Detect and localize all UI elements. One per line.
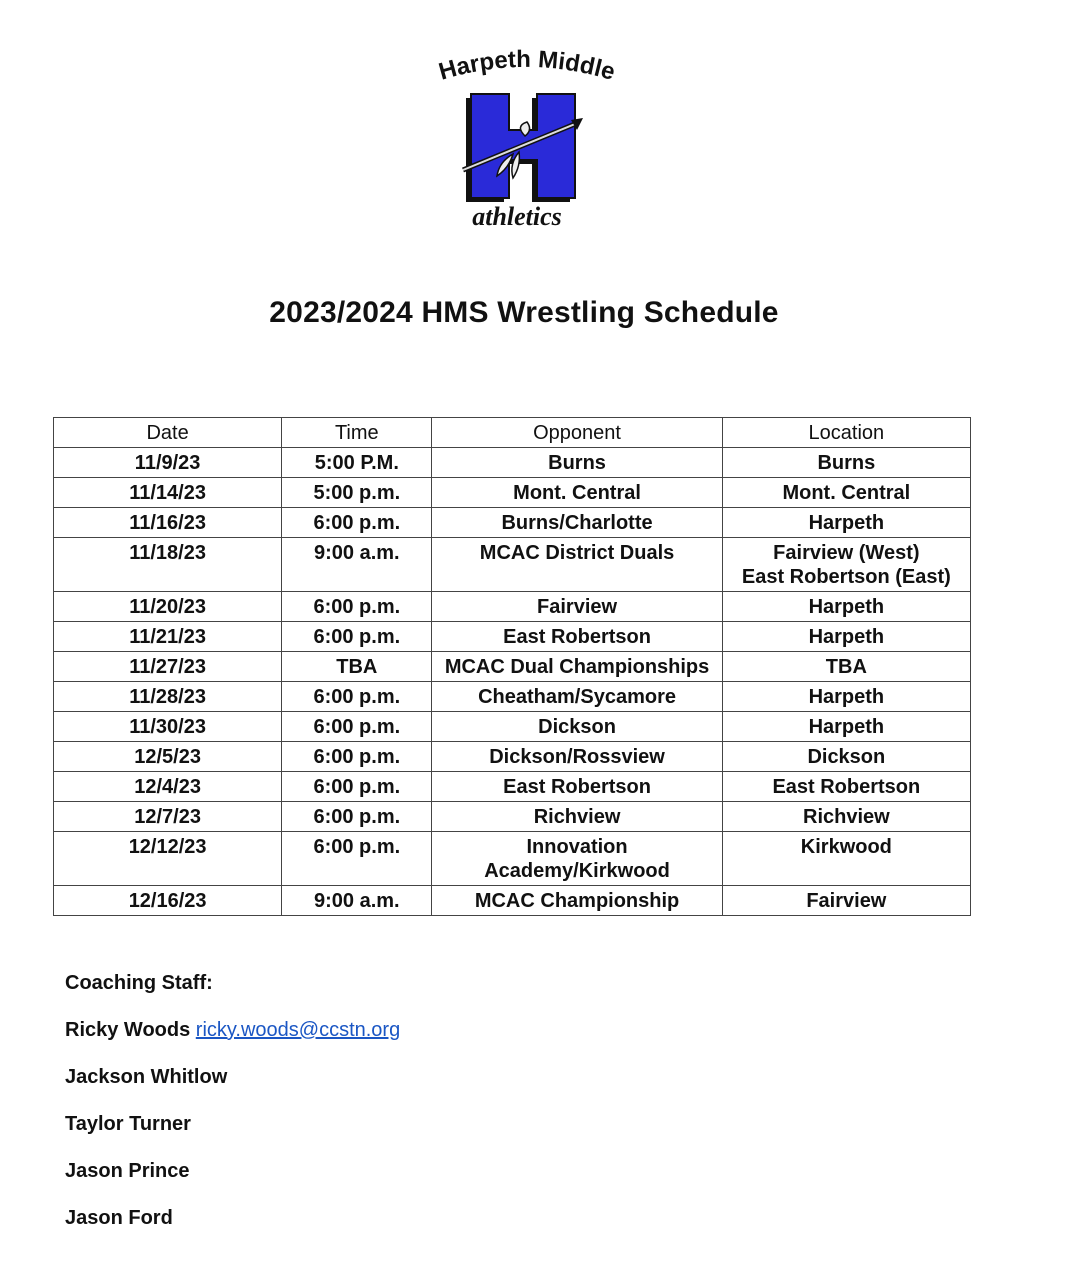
- date-cell: 12/4/23: [54, 772, 282, 802]
- date-cell: 11/28/23: [54, 682, 282, 712]
- table-row: [54, 802, 971, 832]
- location-cell: [722, 682, 970, 712]
- opponent-cell-line: Dickson: [538, 716, 616, 738]
- opponent-cell-line: East Robertson: [503, 626, 651, 648]
- head-coach-line: [65, 1015, 400, 1062]
- opponent-cell-line: Burns: [548, 452, 606, 474]
- location-cell-line: East Robertson (East): [741, 566, 951, 588]
- time-cell: 6:00 p.m.: [282, 802, 432, 832]
- table-row: [54, 622, 971, 652]
- table-row: [54, 508, 971, 538]
- table-row: [54, 742, 971, 772]
- date-cell: 11/21/23: [54, 622, 282, 652]
- opponent-cell-line: Mont. Central: [513, 482, 641, 504]
- column-header-date: Date: [54, 418, 282, 448]
- opponent-cell: [432, 886, 722, 916]
- location-cell: [722, 538, 970, 592]
- opponent-cell: [432, 448, 722, 478]
- location-cell-line: Dickson: [807, 746, 886, 768]
- location-cell: [722, 478, 970, 508]
- time-cell: 6:00 p.m.: [282, 508, 432, 538]
- opponent-cell-line: Innovation: [526, 836, 628, 858]
- opponent-cell: [432, 478, 722, 508]
- time-cell: 6:00 p.m.: [282, 622, 432, 652]
- opponent-cell-line: Dickson/Rossview: [489, 746, 665, 768]
- table-row: [54, 712, 971, 742]
- location-cell: [722, 448, 970, 478]
- location-cell: [722, 742, 970, 772]
- time-cell: 5:00 p.m.: [282, 478, 432, 508]
- date-cell: 12/5/23: [54, 742, 282, 772]
- assistant-coach: Jason Prince: [65, 1160, 190, 1182]
- location-cell: [722, 508, 970, 538]
- time-cell: 6:00 p.m.: [282, 832, 432, 886]
- date-cell: 11/30/23: [54, 712, 282, 742]
- time-cell: 6:00 p.m.: [282, 712, 432, 742]
- location-cell: [722, 832, 970, 886]
- table-row: [54, 538, 971, 592]
- schedule-table-body: [54, 448, 971, 916]
- svg-text:Harpeth Middle: [436, 46, 618, 86]
- time-cell: 6:00 p.m.: [282, 742, 432, 772]
- opponent-cell: [432, 622, 722, 652]
- opponent-cell-line: MCAC Championship: [474, 890, 680, 912]
- opponent-cell: [432, 652, 722, 682]
- time-cell: 6:00 p.m.: [282, 682, 432, 712]
- assistant-coach: Jackson Whitlow: [65, 1066, 228, 1088]
- location-cell: [722, 886, 970, 916]
- table-row: [54, 448, 971, 478]
- location-cell: [722, 802, 970, 832]
- table-row: [54, 772, 971, 802]
- opponent-cell-line: Burns/Charlotte: [501, 512, 653, 534]
- opponent-cell-line: Fairview: [537, 596, 618, 618]
- date-cell: 11/18/23: [54, 538, 282, 592]
- location-cell-line: Kirkwood: [800, 836, 892, 858]
- time-cell: TBA: [282, 652, 432, 682]
- logo-graphic: [405, 40, 645, 240]
- location-cell-line: East Robertson: [772, 776, 921, 798]
- opponent-cell: [432, 592, 722, 622]
- location-cell-line: Richview: [803, 806, 890, 828]
- location-cell: [722, 772, 970, 802]
- harpeth-middle-logo: [405, 40, 645, 240]
- column-header-opponent: Opponent: [432, 418, 722, 448]
- table-row: [54, 652, 971, 682]
- opponent-cell: [432, 802, 722, 832]
- coaching-staff: [65, 968, 400, 1250]
- opponent-cell-line: Cheatham/Sycamore: [478, 686, 676, 708]
- date-cell: 11/20/23: [54, 592, 282, 622]
- time-cell: 9:00 a.m.: [282, 886, 432, 916]
- coaching-staff-heading: Coaching Staff:: [65, 972, 213, 994]
- opponent-cell: [432, 508, 722, 538]
- column-header-time: Time: [282, 418, 432, 448]
- opponent-cell-line: Academy/Kirkwood: [484, 860, 670, 882]
- location-cell-line: Harpeth: [808, 512, 885, 534]
- table-row: [54, 886, 971, 916]
- page-title: 2023/2024 HMS Wrestling Schedule: [269, 296, 779, 329]
- date-cell: 12/16/23: [54, 886, 282, 916]
- location-cell-line: Mont. Central: [782, 482, 911, 504]
- opponent-cell-line: Richview: [533, 806, 621, 828]
- opponent-cell: [432, 832, 722, 886]
- opponent-cell-line: MCAC District Duals: [479, 542, 675, 564]
- opponent-cell-line: MCAC Dual Championships: [444, 656, 710, 678]
- table-row: [54, 478, 971, 508]
- date-cell: 12/12/23: [54, 832, 282, 886]
- location-cell-line: TBA: [825, 656, 867, 678]
- head-coach-email-link[interactable]: ricky.woods@ccstn.org: [195, 1019, 401, 1041]
- head-coach-name: Ricky Woods: [65, 1019, 191, 1041]
- opponent-cell: [432, 712, 722, 742]
- table-row: [54, 832, 971, 886]
- location-cell-line: Harpeth: [808, 716, 885, 738]
- table-row: [54, 682, 971, 712]
- location-cell: [722, 652, 970, 682]
- time-cell: 6:00 p.m.: [282, 772, 432, 802]
- logo-bottom-text: athletics: [472, 202, 562, 231]
- location-cell-line: Harpeth: [808, 686, 885, 708]
- assistant-coach: Jason Ford: [65, 1207, 173, 1229]
- table-header-row: [54, 418, 971, 448]
- opponent-cell: [432, 538, 722, 592]
- location-cell-line: Burns: [817, 452, 876, 474]
- time-cell: 5:00 P.M.: [282, 448, 432, 478]
- opponent-cell: [432, 742, 722, 772]
- column-header-location: Location: [722, 418, 970, 448]
- location-cell-line: Fairview: [806, 890, 887, 912]
- table-row: [54, 592, 971, 622]
- assistant-coach: Taylor Turner: [65, 1113, 191, 1135]
- opponent-cell: [432, 682, 722, 712]
- time-cell: 9:00 a.m.: [282, 538, 432, 592]
- opponent-cell-line: East Robertson: [503, 776, 651, 798]
- logo-top-text: Harpeth Middle: [435, 45, 619, 86]
- date-cell: 11/14/23: [54, 478, 282, 508]
- location-cell-line: Harpeth: [808, 626, 885, 648]
- location-cell: [722, 712, 970, 742]
- location-cell: [722, 622, 970, 652]
- date-cell: 11/9/23: [54, 448, 282, 478]
- date-cell: 11/27/23: [54, 652, 282, 682]
- opponent-cell: [432, 772, 722, 802]
- location-cell: [722, 592, 970, 622]
- schedule-table: [53, 417, 971, 916]
- time-cell: 6:00 p.m.: [282, 592, 432, 622]
- location-cell-line: Harpeth: [808, 596, 885, 618]
- date-cell: 12/7/23: [54, 802, 282, 832]
- location-cell-line: Fairview (West): [773, 542, 920, 564]
- date-cell: 11/16/23: [54, 508, 282, 538]
